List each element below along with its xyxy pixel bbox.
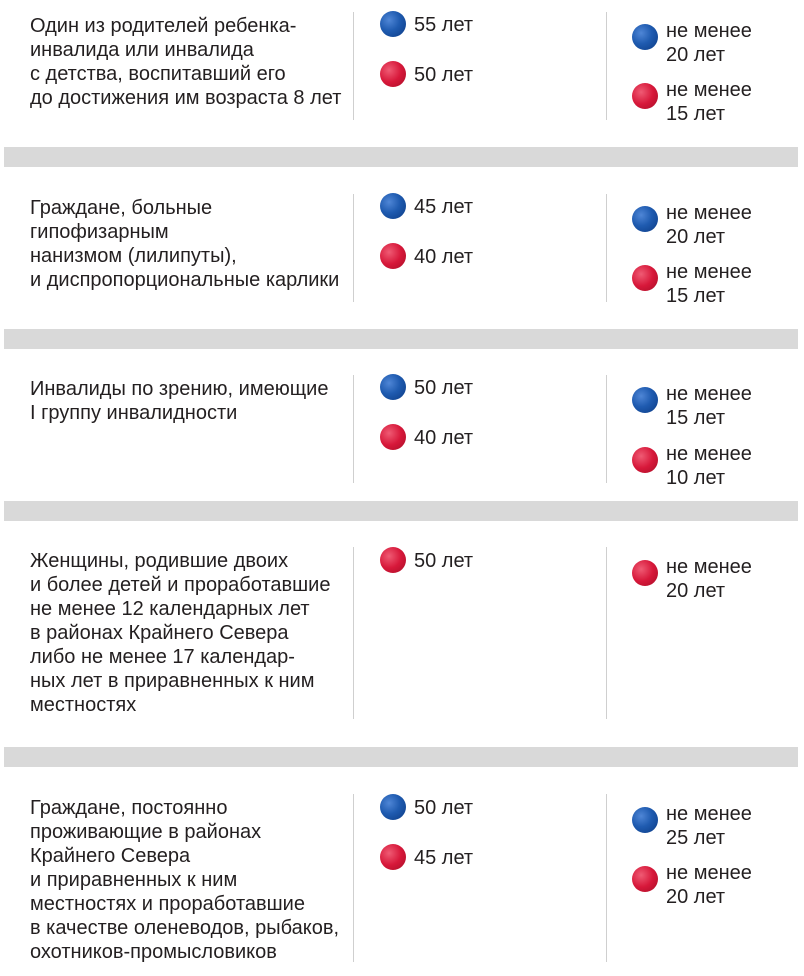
service-value: не менее 20 лет [666,20,752,66]
column-divider [606,375,607,483]
service-value: не менее 20 лет [666,862,752,908]
row-separator-band [4,501,798,521]
age-value: 40 лет [414,427,474,449]
service-item [632,260,752,308]
age-item [380,846,473,870]
service-item [632,555,752,603]
column-divider [353,794,354,962]
row-category: Граждане, больные гипофизарным нанизмом (лилипуты), и диспропорциональные карлики [30,197,340,291]
blue-dot-icon [632,807,658,833]
age-item [380,549,473,573]
age-value: 45 лет [414,196,474,218]
age-item [380,426,473,450]
red-dot-icon [632,866,658,892]
blue-dot-icon [632,387,658,413]
red-dot-icon [380,243,406,269]
service-value: не менее 15 лет [666,383,752,429]
service-item [632,201,752,249]
service-item [632,802,752,850]
blue-dot-icon [632,206,658,232]
service-value: не менее 15 лет [666,79,752,125]
age-value: 50 лет [414,64,474,86]
age-value: 45 лет [414,847,474,869]
age-value: 50 лет [414,550,474,572]
red-dot-icon [380,844,406,870]
age-value: 40 лет [414,246,474,268]
age-item [380,376,473,400]
row-separator-band [4,147,798,167]
column-divider [606,547,607,719]
service-item [632,382,752,430]
column-divider [353,547,354,719]
red-dot-icon [380,61,406,87]
age-item [380,63,473,87]
age-value: 50 лет [414,797,474,819]
column-divider [606,794,607,962]
red-dot-icon [632,560,658,586]
service-item [632,78,752,126]
column-divider [606,194,607,302]
column-divider [353,194,354,302]
blue-dot-icon [380,794,406,820]
row-category: Один из родителей ребенка- инвалида или инвалида с детства, воспитавший его до достижения им возраста 8 лет [30,15,342,109]
service-value: не менее 15 лет [666,261,752,307]
blue-dot-icon [380,193,406,219]
age-item [380,796,473,820]
blue-dot-icon [380,374,406,400]
row-separator-band [4,747,798,767]
red-dot-icon [632,265,658,291]
column-divider [606,12,607,120]
row-separator-band [4,329,798,349]
column-divider [353,375,354,483]
row-category: Женщины, родившие двоих и более детей и проработавшие не менее 12 календарных лет в районах Крайнего Севера либо не менее 17 календар- ных лет в приравненных к ним местностях [30,550,331,716]
row-category: Граждане, постоянно проживающие в районах Крайнего Севера и приравненных к ним местностях и проработавшие в качестве оленеводов, рыбаков, охотников-промысловиков [30,797,339,963]
service-value: не менее 20 лет [666,556,752,602]
service-item [632,19,752,67]
red-dot-icon [380,547,406,573]
age-value: 50 лет [414,377,474,399]
service-value: не менее 10 лет [666,443,752,489]
blue-dot-icon [380,11,406,37]
service-value: не менее 25 лет [666,803,752,849]
column-divider [353,12,354,120]
blue-dot-icon [632,24,658,50]
age-value: 55 лет [414,14,474,36]
service-item [632,442,752,490]
red-dot-icon [632,83,658,109]
row-category: Инвалиды по зрению, имеющие I группу инвалидности [30,378,329,424]
age-item [380,13,473,37]
age-item [380,195,473,219]
age-item [380,245,473,269]
service-item [632,861,752,909]
red-dot-icon [632,447,658,473]
red-dot-icon [380,424,406,450]
service-value: не менее 20 лет [666,202,752,248]
